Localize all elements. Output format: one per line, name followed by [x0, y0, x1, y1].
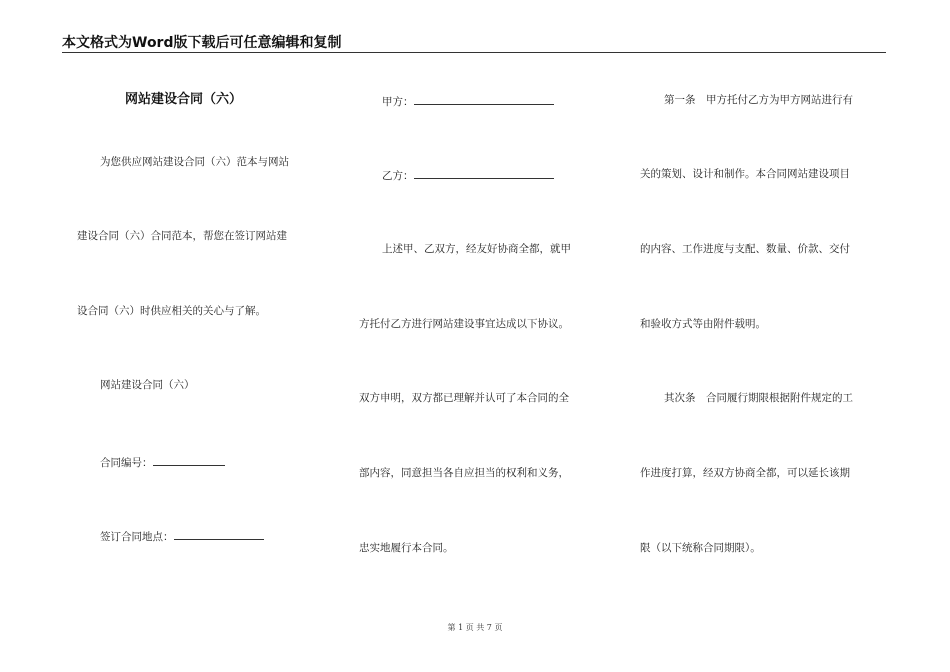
- preamble-line-5: 忠实地履行本合同。: [359, 542, 454, 554]
- sign-place-label: 签订合同地点：: [100, 531, 174, 543]
- party-a-blank: [414, 93, 554, 105]
- party-a-row: [382, 93, 554, 109]
- preamble-line-4: 部内容，同意担当各自应担当的权利和义务，: [359, 467, 569, 479]
- article-1-line-2: 关的策划、设计和制作。本合同网站建设项目: [640, 168, 850, 180]
- party-b-label: 乙方：: [382, 170, 414, 182]
- article-2-line-3: 限（以下统称合同期限）。: [640, 542, 761, 554]
- sign-place-blank: [174, 528, 264, 540]
- article-2-line-1: 其次条 合同履行期限根据附件规定的工: [664, 392, 853, 404]
- article-1-line-3: 的内容、工作进度与支配、数量、价款、交付: [640, 243, 850, 255]
- intro-line-2: 建设合同（六）合同范本，帮您在签订网站建: [77, 230, 287, 242]
- article-1-line-1: 第一条 甲方托付乙方为甲方网站进行有: [664, 94, 853, 106]
- contract-subtitle: 网站建设合同（六）: [100, 379, 195, 391]
- contract-no-row: [100, 454, 225, 470]
- sign-place-row: [100, 528, 264, 544]
- party-a-label: 甲方：: [382, 96, 414, 108]
- page-number: 第 1 页 共 7 页: [447, 623, 503, 632]
- header-text: 本文格式为Word版下载后可任意编辑和复制: [62, 35, 342, 51]
- party-b-row: [382, 167, 554, 183]
- preamble-line-1: 上述甲、乙双方，经友好协商全都，就甲: [382, 243, 571, 255]
- contract-no-label: 合同编号：: [100, 457, 153, 469]
- article-2-line-2: 作进度打算，经双方协商全都，可以延长该期: [640, 467, 850, 479]
- article-1-line-4: 和验收方式等由附件载明。: [640, 318, 766, 330]
- intro-line-3: 设合同（六）时供应相关的关心与了解。: [77, 305, 266, 317]
- document-title: 网站建设合同（六）: [125, 92, 243, 107]
- preamble-line-2: 方托付乙方进行网站建设事宜达成以下协议。: [359, 318, 569, 330]
- party-b-blank: [414, 167, 554, 179]
- document-header: [62, 34, 886, 53]
- intro-line-1: 为您供应网站建设合同（六）范本与网站: [100, 156, 289, 168]
- contract-no-blank: [153, 454, 225, 466]
- preamble-line-3: 双方申明，双方都已理解并认可了本合同的全: [359, 392, 569, 404]
